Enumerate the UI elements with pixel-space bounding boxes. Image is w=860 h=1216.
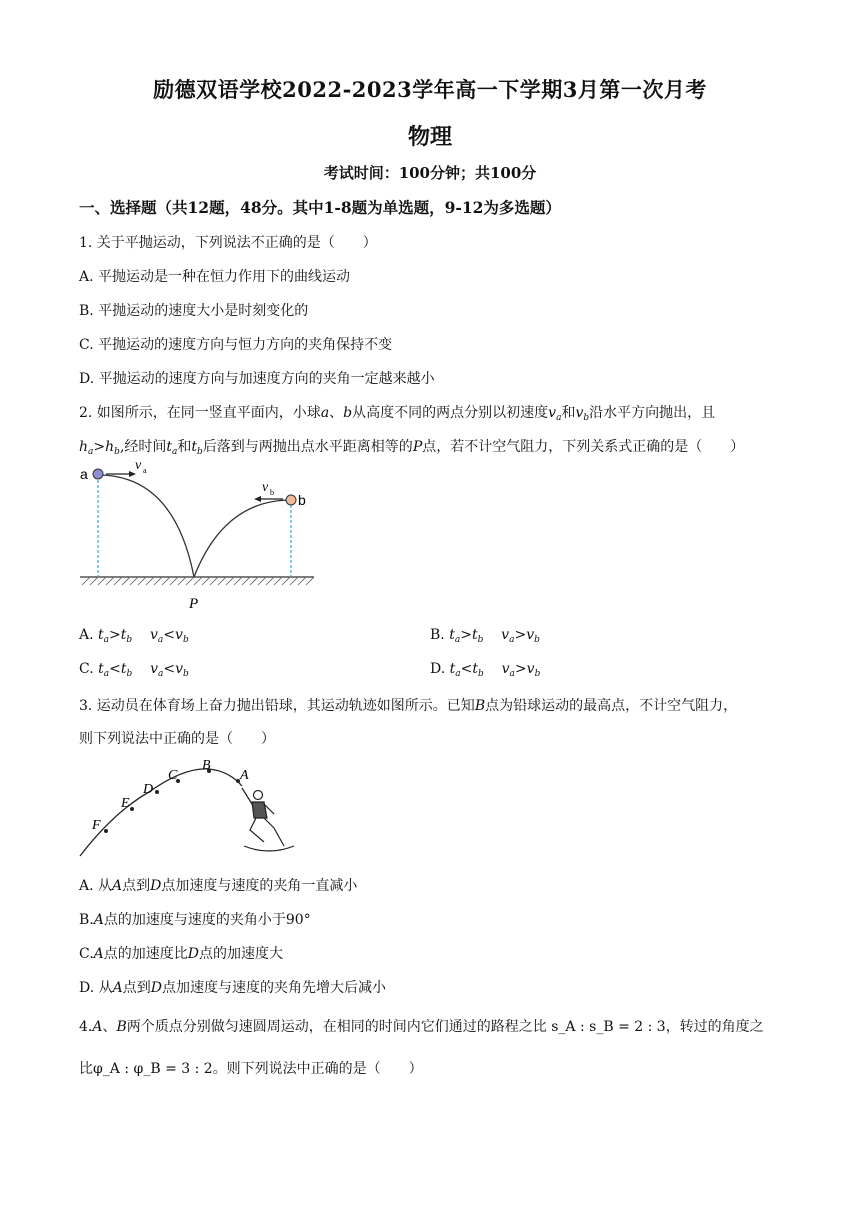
q3-stem-line1: 3. 运动员在体育场上奋力抛出铅球，其运动轨迹如图所示。已知B点为铅球运动的最高点，不计空气阻力， [79,698,738,714]
q2-option-d: D. $t_a<t_b$ $v_a>v_b$ [430,661,541,679]
q1-option-c: C. 平抛运动的速度方向与恒力方向的夹角保持不变 [79,337,393,353]
subject-title: 物理 [407,124,452,150]
athlete-figure [242,788,294,851]
q1-option-d: D. 平抛运动的速度方向与加速度方向的夹角一定越来越小 [79,371,435,387]
label-va: v [135,460,142,473]
label-C: C [168,768,178,783]
ratio-sA-sB: s_A : s_B = 2 : 3 [551,1019,666,1035]
section-heading: 一、选择题（共12题，48分。其中1-8题为单选题，9-12为多选题） [79,198,561,217]
shot-trajectory [80,769,242,856]
point-D [155,790,159,794]
q1-option-a: A. 平抛运动是一种在恒力作用下的曲线运动 [79,269,351,285]
exam-title: 励德双语学校2022-2023学年高一下学期3月第一次月考 [153,77,707,102]
point-F [104,829,108,833]
q2-stem-line1: 2. 如图所示，在同一竖直平面内，小球a、b从高度不同的两点分别以初速度$v_a$和$v_b$沿水平方向抛出，且 [79,405,716,423]
label-vb: v [262,480,269,495]
label-b: b [298,492,306,508]
label-va-sub: a [143,466,147,475]
q2-option-b: B. $t_a>t_b$ $v_a>v_b$ [430,627,540,645]
arrow-vb-head [254,496,261,502]
label-D: D [143,782,154,797]
q3-option-d: D. 从A点到D点加速度与速度的夹角先增大后减小 [79,980,386,996]
q3-figure [74,752,314,862]
q2-option-a: A. $t_a>t_b$ $v_a<v_b$ [79,627,189,645]
trajectory-a [98,475,194,577]
q3-option-c: C.A点的加速度比D点的加速度大 [79,946,284,962]
label-P: P [189,596,199,612]
point-E [130,807,134,811]
label-a: a [80,466,88,482]
label-vb-sub: b [270,488,274,497]
q3-option-b: B.A点的加速度与速度的夹角小于90° [79,912,311,928]
ball-b [286,495,296,505]
q2-figure [74,460,324,615]
q2-option-c: C. $t_a<t_b$ $v_a<v_b$ [79,661,189,679]
q4-stem-line1: 4.A、B两个质点分别做匀速圆周运动，在相同的时间内它们通过的路程之比 s_A : s_B = 2 : 3，转过的角度之 [79,1019,764,1035]
q3-stem-line2: 则下列说法中正确的是（ ） [79,731,275,747]
q3-option-a: A. 从A点到D点加速度与速度的夹角一直减小 [79,878,358,894]
label-F: F [92,818,101,833]
exam-info: 考试时间：100分钟；共100分 [323,164,537,182]
ground [80,577,314,585]
label-B: B [202,758,211,773]
label-E: E [121,796,130,811]
q1-stem: 1. 关于平抛运动，下列说法不正确的是（ ） [79,235,377,251]
label-A: A [240,768,249,783]
trajectory-b [194,500,291,577]
ratio-phiA-phiB: φ_A : φ_B = 3 : 2 [93,1061,213,1077]
q1-option-b: B. 平抛运动的速度大小是时刻变化的 [79,303,309,319]
ball-a [93,469,103,479]
q4-stem-line2: 比φ_A : φ_B = 3 : 2。则下列说法中正确的是（ ） [79,1061,423,1077]
q2-stem-line2: $h_a>h_b$,经时间$t_a$和$t_b$后落到与两抛出点水平距离相等的P点，若不计空气阻力，下列关系式正确的是（ ） [79,439,745,457]
